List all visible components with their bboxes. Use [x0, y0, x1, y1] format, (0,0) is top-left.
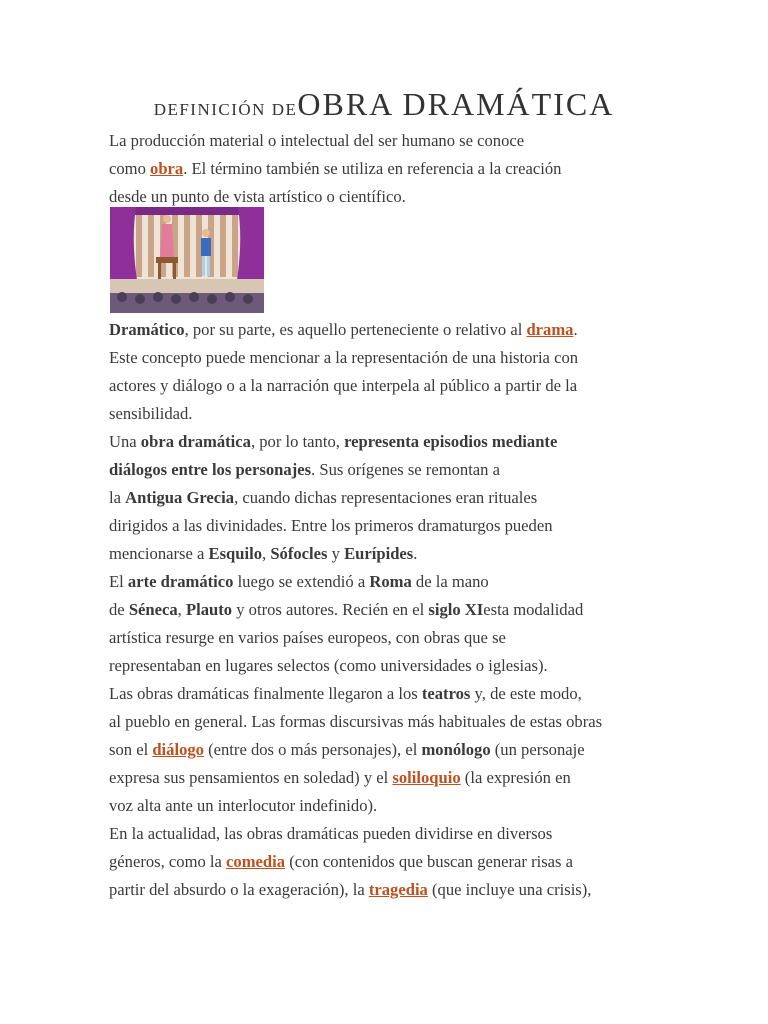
text-span: (entre dos o más personajes), el — [203, 740, 422, 759]
bold-term: Antigua Grecia — [125, 488, 235, 507]
link-comedia[interactable]: comedia — [226, 852, 286, 871]
text-span: , cuando dichas representaciones eran rituales — [234, 488, 538, 507]
bold-term: diálogos entre los personajes — [109, 460, 312, 479]
text-line — [109, 572, 489, 592]
text-span: El — [109, 572, 128, 591]
text-span: . — [413, 544, 418, 563]
text-line — [109, 488, 537, 508]
text-span: y — [327, 544, 345, 563]
bold-term: Esquilo — [208, 544, 263, 563]
text-span: géneros, como la — [109, 852, 227, 871]
title-prefix: DEFINICIÓN DE — [153, 100, 298, 119]
text-line — [109, 768, 571, 788]
text-span: como — [109, 159, 151, 178]
text-span: la — [109, 488, 126, 507]
text-span: (que incluye una crisis), — [427, 880, 592, 899]
bold-term: Eurípides — [344, 544, 414, 563]
text-span: , — [177, 600, 186, 619]
bold-term: Plauto — [185, 600, 233, 619]
text-span: (un personaje — [490, 740, 585, 759]
text-line: representaban en lugares selectos (como universidades o iglesias). — [109, 656, 548, 675]
text-span: . El término también se utiliza en referencia a la creación — [183, 159, 562, 178]
text-span: y otros autores. Recién en el — [232, 600, 429, 619]
text-span: mencionarse a — [109, 544, 209, 563]
theater-stage-illustration — [110, 207, 264, 313]
text-span: , — [262, 544, 271, 563]
text-line: dirigidos a las divinidades. Entre los primeros dramaturgos pueden — [109, 516, 553, 535]
text-line: desde un punto de vista artístico o científico. — [109, 187, 406, 206]
text-line: En la actualidad, las obras dramáticas pueden dividirse en diversos — [109, 824, 553, 843]
link-soliloquio[interactable]: soliloquio — [392, 768, 461, 787]
text-span: expresa sus pensamientos en soledad) y el — [109, 768, 393, 787]
text-span: de — [109, 600, 129, 619]
bold-term: Roma — [369, 572, 412, 591]
text-line: Este concepto puede mencionar a la representación de una historia con — [109, 348, 579, 367]
bold-term: siglo XI — [428, 600, 484, 619]
title-main: OBRA DRAMÁTICA — [297, 86, 615, 122]
text-span: de la mano — [411, 572, 489, 591]
bold-term: arte dramático — [127, 572, 234, 591]
bold-term: obra dramática — [140, 432, 251, 451]
text-span: Las obras dramáticas finalmente llegaron a los — [109, 684, 422, 703]
text-line — [109, 880, 591, 900]
bold-term: teatros — [421, 684, 471, 703]
text-line: La producción material o intelectual del ser humano se conoce — [109, 131, 525, 150]
text-span: Una — [109, 432, 141, 451]
text-line: sensibilidad. — [109, 404, 193, 423]
text-line: artística resurge en varios países europeos, con obras que se — [109, 628, 506, 647]
link-obra[interactable]: obra — [150, 159, 184, 178]
text-line — [109, 544, 417, 564]
text-line — [109, 740, 585, 760]
text-span: partir del absurdo o la exageración), la — [109, 880, 369, 899]
link-dialogo[interactable]: diálogo — [152, 740, 204, 759]
text-span: luego se extendió a — [233, 572, 370, 591]
bold-term: Séneca — [128, 600, 178, 619]
text-span: , por su parte, es aquello perteneciente o relativo al — [184, 320, 527, 339]
text-span: son el — [109, 740, 153, 759]
text-line — [109, 432, 557, 452]
text-span: . Sus orígenes se remontan a — [311, 460, 500, 479]
text-span: y, de este modo, — [470, 684, 582, 703]
link-drama[interactable]: drama — [526, 320, 574, 339]
text-line: actores y diálogo o a la narración que interpela al público a partir de la — [109, 376, 578, 395]
text-line — [109, 852, 573, 872]
text-line — [109, 320, 578, 340]
text-span: . — [573, 320, 578, 339]
text-span: (la expresión en — [460, 768, 571, 787]
bold-term: Dramático — [109, 320, 185, 339]
bold-term: Sófocles — [270, 544, 328, 563]
page-title — [0, 86, 768, 123]
text-line: voz alta ante un interlocutor indefinido). — [109, 796, 378, 815]
bold-term: monólogo — [421, 740, 491, 759]
text-line — [109, 684, 582, 704]
text-line: al pueblo en general. Las formas discursivas más habituales de estas obras — [109, 712, 603, 731]
text-span: esta modalidad — [483, 600, 584, 619]
text-span: , por lo tanto, — [250, 432, 345, 451]
text-line — [109, 600, 583, 620]
text-line — [109, 460, 500, 480]
link-tragedia[interactable]: tragedia — [368, 880, 428, 899]
text-line — [109, 159, 561, 179]
bold-term: representa episodios mediante — [344, 432, 558, 451]
text-span: (con contenidos que buscan generar risas a — [285, 852, 574, 871]
